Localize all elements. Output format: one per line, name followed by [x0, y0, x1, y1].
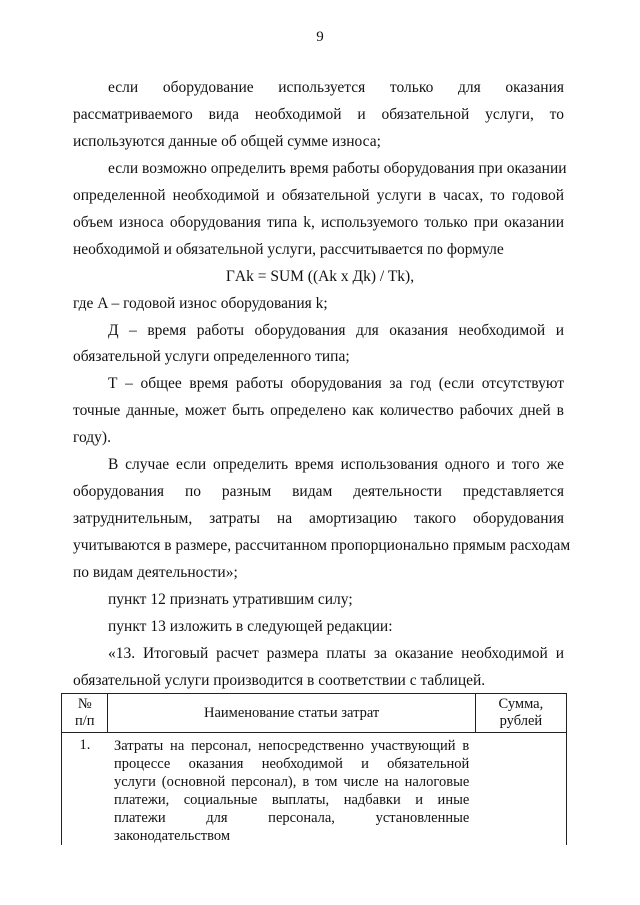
text-line: точные данные, может быть определено как количество рабочих дней в: [73, 402, 564, 419]
text-line: Т – общее время работы оборудования за год (если отсутствуют: [108, 375, 564, 392]
formula: ГAk = SUM ((Ak x Дk) / Tk),: [225, 268, 415, 285]
text-line: «13. Итоговый расчет размера платы за оказание необходимой и: [108, 645, 564, 662]
text-line: оборудования по разным видам деятельности представляется: [73, 483, 564, 500]
table-header-row: [62, 694, 567, 733]
text-line: обязательной услуги производится в соответствии с таблицей.: [73, 672, 486, 689]
text-line: В случае если определить время использования одного и того же: [108, 456, 564, 473]
table-row: [62, 733, 567, 846]
text-line: году).: [73, 429, 111, 446]
text-line: необходимой и обязательной услуги, рассчитывается по формуле: [73, 241, 504, 258]
text-line: определенной необходимой и обязательной услуги в часах, то годовой: [73, 187, 564, 204]
header-sum: Сумма, рублей: [475, 694, 566, 733]
text-line: Д – время работы оборудования для оказания необходимой и: [108, 322, 564, 339]
header-number: № п/п: [62, 694, 108, 733]
text-line: объем износа оборудования типа k, используемого только при оказании: [73, 214, 564, 231]
text-line: учитываются в размере, рассчитанном пропорционально прямым расходам: [73, 537, 571, 554]
text-line: пункт 12 признать утратившим силу;: [108, 591, 353, 608]
text-line: обязательной услуги определенного типа;: [73, 348, 350, 365]
row-sum: [475, 733, 566, 846]
cost-table: [61, 693, 567, 845]
row-item-name: Затраты на персонал, непосредственно участвующий в процессе оказания необходимой и обязательной услуги (основной персонал), в том числе на налоговые платежи, социальные выплаты, надбавки и иные платежи для персонала, установленные законодательством: [113, 738, 470, 844]
text-line: рассматриваемого вида необходимой и обязательной услуги, то: [73, 106, 564, 123]
header-item-name: Наименование статьи затрат: [108, 694, 475, 733]
text-line: используются данные об общей сумме износа;: [73, 133, 381, 150]
row-number: 1.: [62, 733, 108, 846]
text-line: если оборудование используется только для оказания: [108, 79, 564, 96]
text-line: где A – годовой износ оборудования k;: [73, 295, 328, 312]
text-line: пункт 13 изложить в следующей редакции:: [108, 618, 393, 635]
text-line: затруднительным, затраты на амортизацию такого оборудования: [73, 510, 564, 527]
page-number: 9: [316, 29, 324, 45]
text-line: по видам деятельности»;: [73, 564, 238, 581]
text-line: если возможно определить время работы оборудования при оказании: [108, 160, 567, 177]
